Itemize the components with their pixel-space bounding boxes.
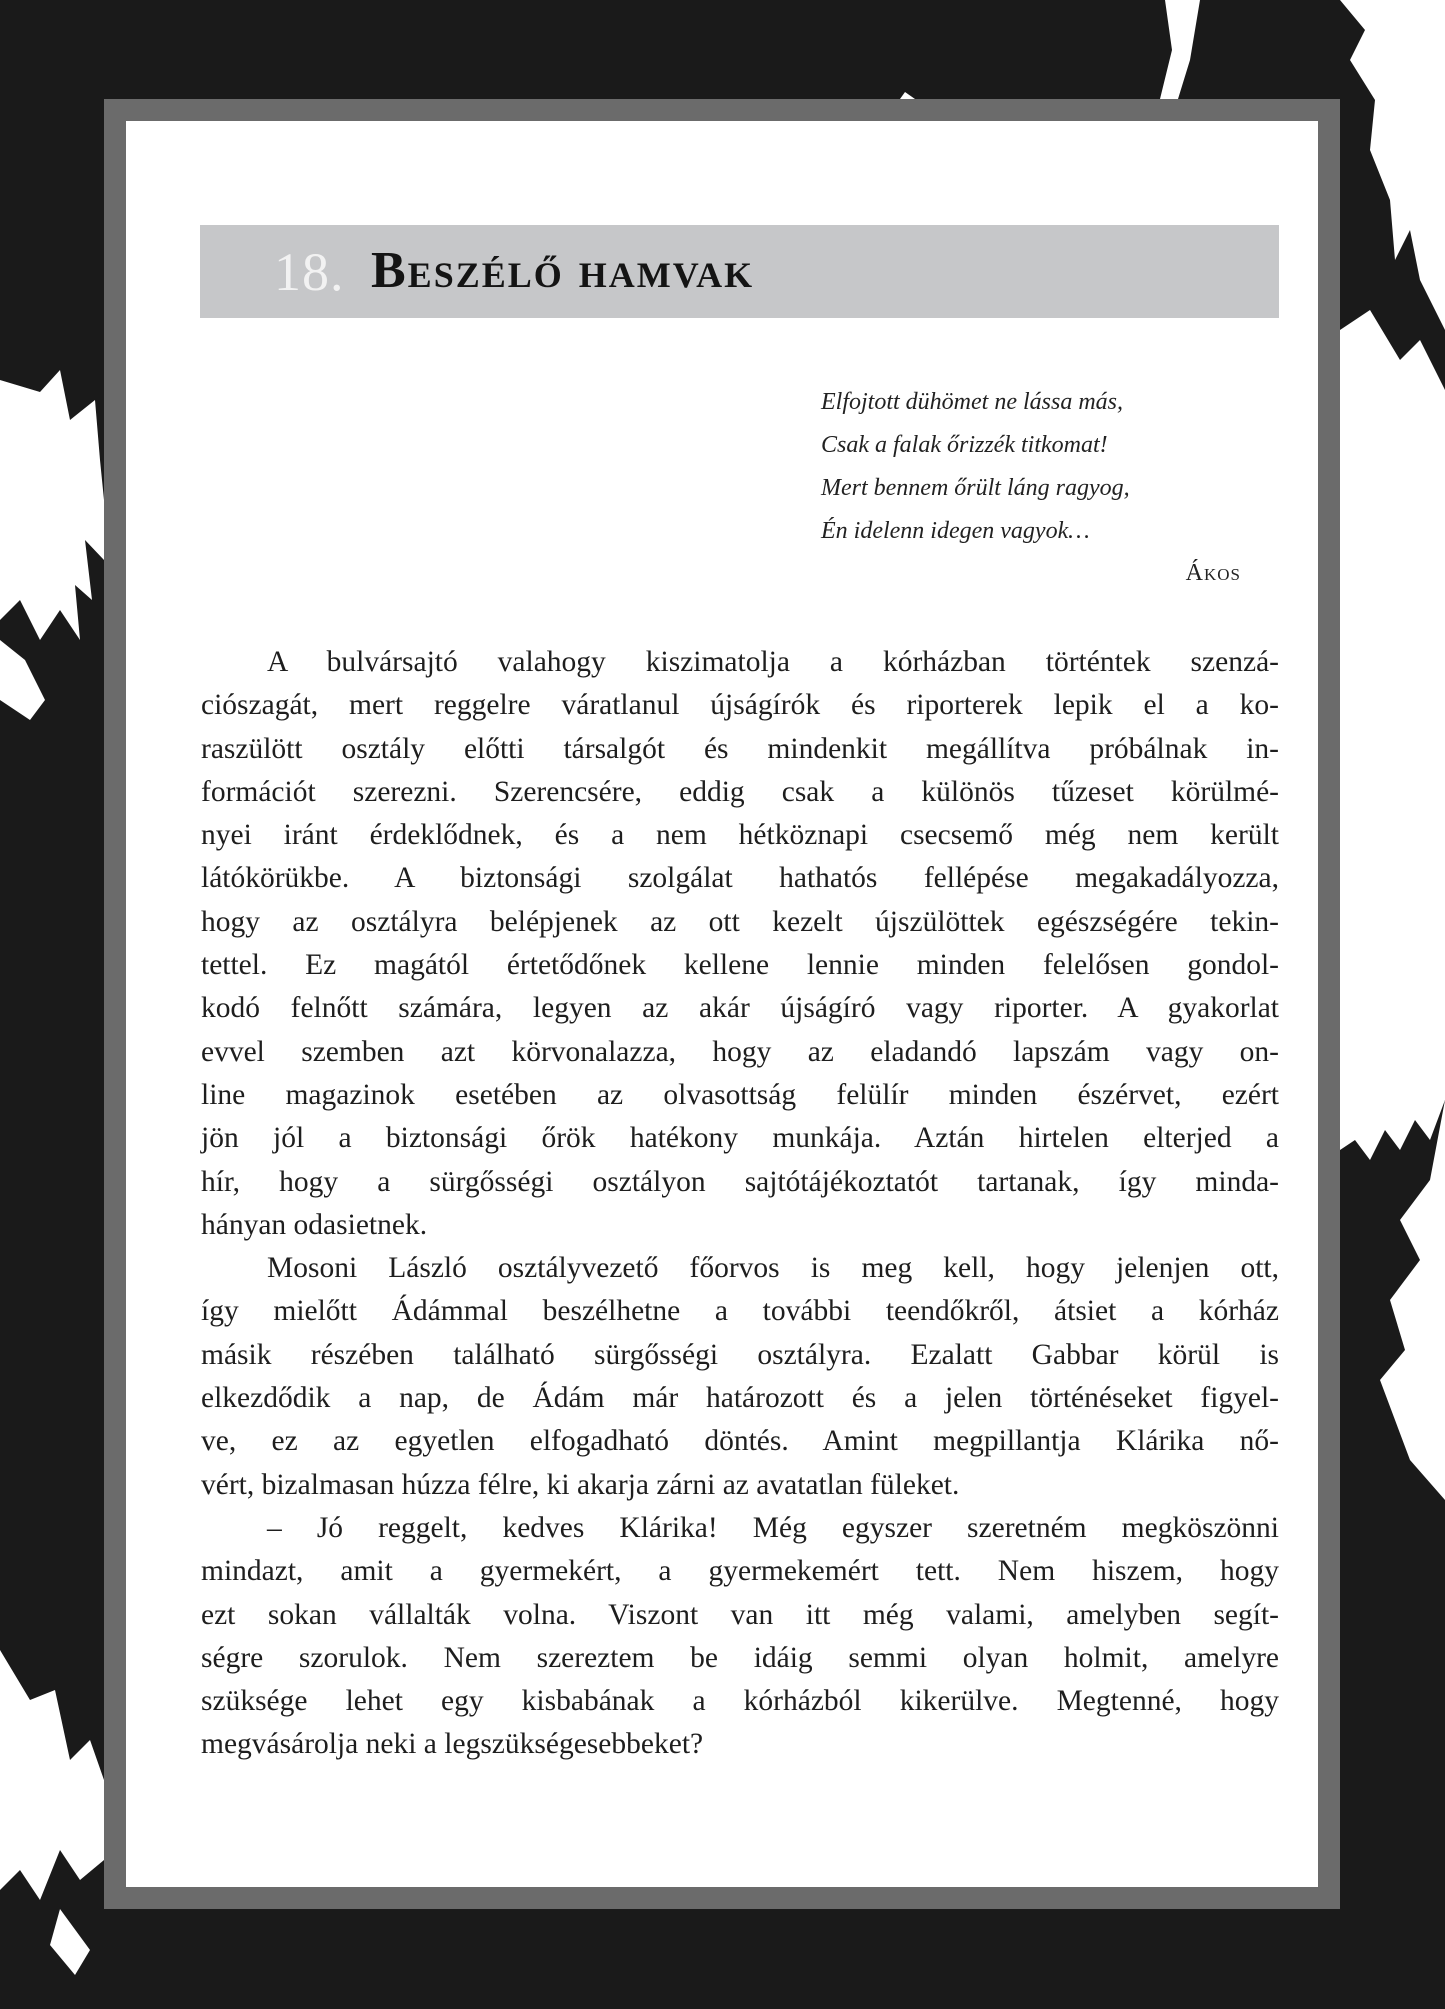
text-line: tettel. Ez magától értetődőnek kellene lennie minden felelősen gondol-: [201, 949, 1279, 982]
text-line: – Jó reggelt, kedves Klárika! Még egyszer szeretném megköszönni: [267, 1511, 1279, 1544]
text-line: Mosoni László osztályvezető főorvos is meg kell, hogy jelenjen ott,: [267, 1252, 1279, 1285]
text-line: formációt szerezni. Szerencsére, eddig csak a különös tűzeset körülmé-: [201, 775, 1279, 808]
text-line: másik részében található sürgősségi osztályra. Ezalatt Gabbar körül is: [201, 1338, 1279, 1371]
epigraph-line: Elfojtott dühömet ne lássa más,: [821, 389, 1123, 415]
text-line: ciószagát, mert reggelre váratlanul újságírók és riporterek lepik el a ko-: [201, 689, 1279, 722]
text-line: ezt sokan vállalták volna. Viszont van itt még valami, amelyben segít-: [201, 1598, 1279, 1631]
text-line: A bulvársajtó valahogy kiszimatolja a kórházban történtek szenzá-: [267, 646, 1279, 678]
text-line: szüksége lehet egy kisbabának a kórházból kikerülve. Megtenné, hogy: [201, 1685, 1279, 1718]
text-line: ve, ez az egyetlen elfogadható döntés. Amint megpillantja Klárika nő-: [201, 1425, 1279, 1458]
text-line: nyei iránt érdeklődnek, és a nem hétköznapi csecsemő még nem került: [201, 819, 1279, 852]
text-line: ségre szorulok. Nem szereztem be idáig semmi olyan holmit, amelyre: [201, 1641, 1279, 1674]
text-line: elkezdődik a nap, de Ádám már határozott és a jelen történéseket figyel-: [201, 1382, 1279, 1415]
epigraph-line: Mert bennem őrült láng ragyog,: [821, 475, 1130, 501]
text-line: mindazt, amit a gyermekért, a gyermekemért tett. Nem hiszem, hogy: [201, 1555, 1279, 1588]
chapter-number: 18.: [274, 242, 345, 302]
text-line: jön jól a biztonsági őrök hatékony munkája. Aztán hirtelen elterjed a: [201, 1122, 1279, 1155]
epigraph-line: Csak a falak őrizzék titkomat!: [821, 432, 1108, 458]
text-line: raszülött osztály előtti társalgót és mindenkit megállítva próbálnak in-: [201, 732, 1279, 765]
body-text: [201, 641, 1279, 1767]
text-line: látókörükbe. A biztonsági szolgálat hathatós fellépése megakadályozza,: [201, 862, 1279, 895]
text-line: kodó felnőtt számára, legyen az akár újságíró vagy riporter. A gyakorlat: [201, 992, 1279, 1025]
text-line: megvásárolja neki a legszükségesebbeket?: [201, 1728, 704, 1761]
text-line: hír, hogy a sürgősségi osztályon sajtótájékoztatót tartanak, így minda-: [201, 1165, 1279, 1198]
epigraph-line: Én idelenn idegen vagyok…: [821, 518, 1090, 544]
text-line: hányan odasietnek.: [201, 1208, 428, 1241]
text-line: így mielőtt Ádámmal beszélhetne a további teendőkről, átsiet a kórház: [201, 1295, 1279, 1328]
text-line: hogy az osztályra belépjenek az ott kezelt újszülöttek egészségére tekin-: [201, 905, 1279, 938]
text-line: evvel szemben azt körvonalazza, hogy az eladandó lapszám vagy on-: [201, 1035, 1279, 1068]
text-line: line magazinok esetében az olvasottság felülír minden észérvet, ezért: [201, 1078, 1279, 1111]
chapter-title: Beszélő hamvak: [371, 242, 755, 299]
text-line: vért, bizalmasan húzza félre, ki akarja zárni az avatatlan füleket.: [201, 1468, 960, 1501]
epigraph: [821, 381, 1241, 553]
epigraph-author: Ákos: [1185, 560, 1241, 586]
book-page: [126, 121, 1318, 1887]
